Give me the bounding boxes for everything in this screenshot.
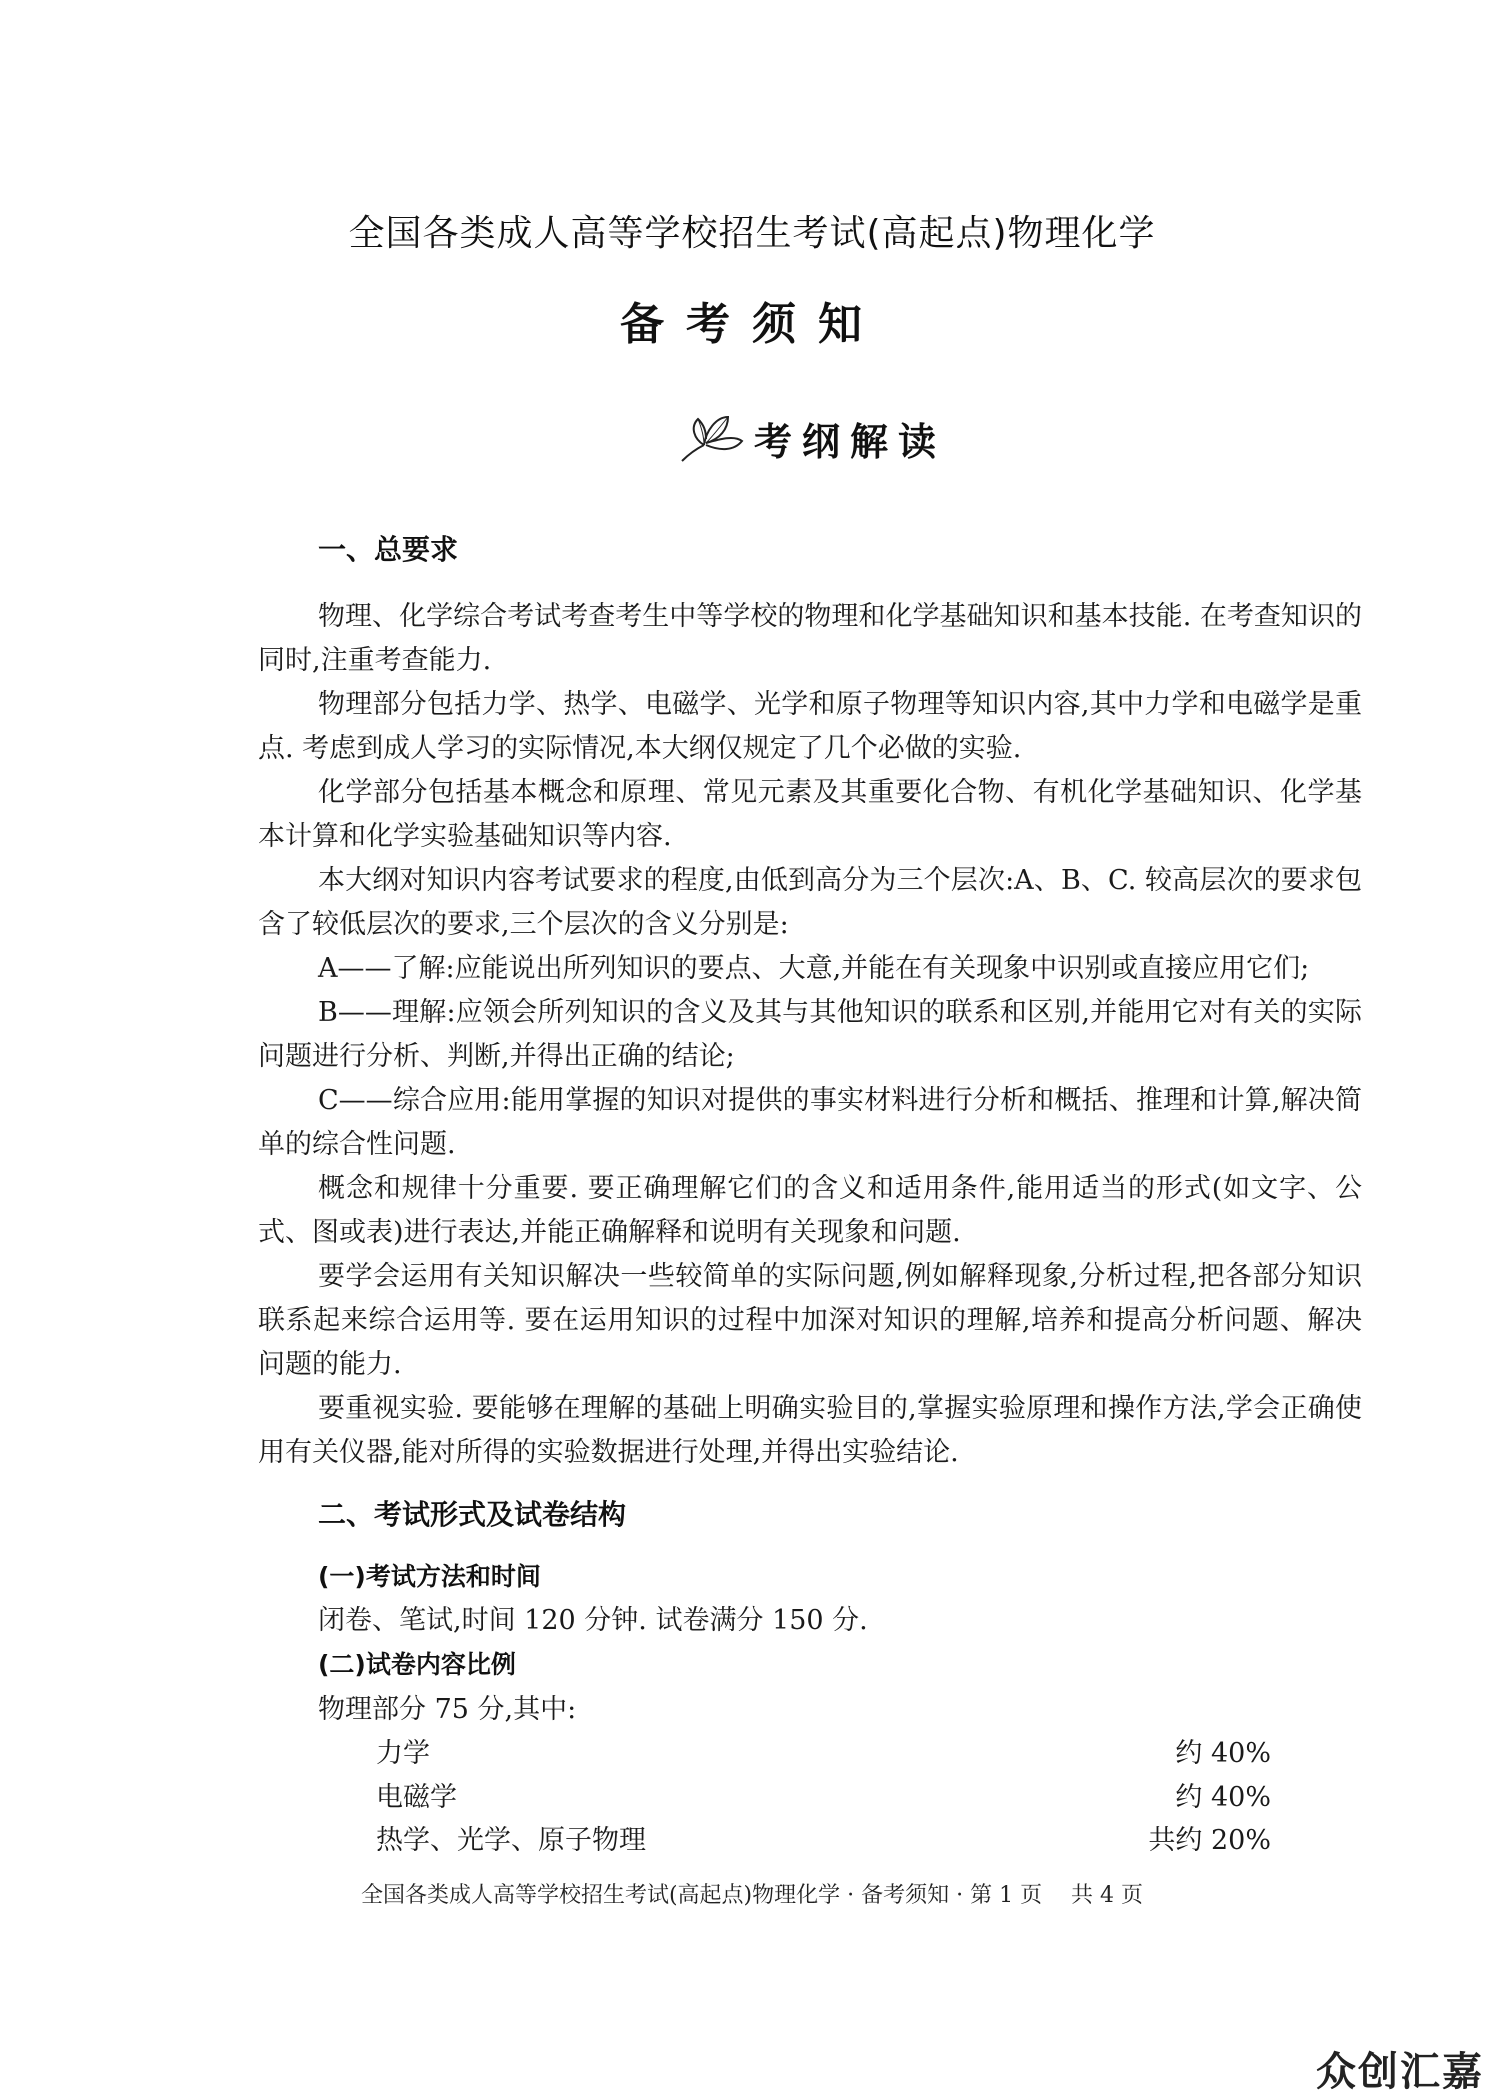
ratio-row — [376, 1818, 1271, 1857]
paragraph: 要重视实验. 要能够在理解的基础上明确实验目的,掌握实验原理和操作方法,学会正确使用有关仪器,能对所得的实验数据进行处理,并得出实验结论. — [258, 1393, 1362, 1468]
paragraph: 概念和规律十分重要. 要正确理解它们的含义和适用条件,能用适当的形式(如文字、公式、图或表)进行表达,并能正确解释和说明有关现象和问题. — [258, 1173, 1362, 1248]
ratio-label: 电磁学 — [376, 1782, 457, 1813]
paragraph: 本大纲对知识内容考试要求的程度,由低到高分为三个层次:A、B、C. 较高层次的要求包含了较低层次的要求,三个层次的含义分别是: — [258, 865, 1362, 940]
section-banner-label: 考纲解读 — [754, 419, 947, 464]
ginkgo-leaf-icon — [676, 409, 746, 467]
document-subtitle: 备考须知 — [620, 299, 884, 350]
paragraph: B——理解:应领会所列知识的含义及其与其他知识的联系和区别,并能用它对有关的实际问题进行分析、判断,并得出正确的结论; — [258, 997, 1362, 1072]
paragraph: C——综合应用:能用掌握的知识对提供的事实材料进行分析和概括、推理和计算,解决简单的综合性问题. — [258, 1085, 1362, 1160]
document-title: 全国各类成人高等学校招生考试(高起点)物理化学 — [348, 213, 1156, 254]
paragraph: 物理、化学综合考试考查考生中等学校的物理和化学基础知识和基本技能. 在考查知识的同时,注重考查能力. — [258, 601, 1362, 676]
paragraph: A——了解:应能说出所列知识的要点、大意,并能在有关现象中识别或直接应用它们; — [318, 953, 1310, 984]
paragraph: 物理部分包括力学、热学、电磁学、光学和原子物理等知识内容,其中力学和电磁学是重点. 考虑到成人学习的实际情况,本大纲仅规定了几个必做的实验. — [258, 689, 1362, 764]
section-banner — [676, 408, 946, 468]
ratio-value: 约 40% — [1175, 1738, 1271, 1769]
section-heading: 二、考试形式及试卷结构 — [318, 1498, 627, 1531]
exam-method-text: 闭卷、笔试,时间 120 分钟. 试卷满分 150 分. — [318, 1605, 868, 1636]
paragraph: 要学会运用有关知识解决一些较简单的实际问题,例如解释现象,分析过程,把各部分知识联系起来综合运用等. 要在运用知识的过程中加深对知识的理解,培养和提高分析问题、解决问题的能力. — [258, 1261, 1362, 1380]
section-heading: 一、总要求 — [318, 533, 459, 566]
subsection-heading: (一)考试方法和时间 — [318, 1562, 541, 1591]
page-footer: 全国各类成人高等学校招生考试(高起点)物理化学 · 备考须知 · 第 1 页 共 4 页 — [360, 1883, 1144, 1908]
subsection-heading: (二)试卷内容比例 — [318, 1650, 516, 1679]
ratio-label: 热学、光学、原子物理 — [376, 1825, 646, 1856]
ratio-label: 力学 — [376, 1738, 430, 1769]
paragraph: 化学部分包括基本概念和原理、常见元素及其重要化合物、有机化学基础知识、化学基本计算和化学实验基础知识等内容. — [258, 777, 1362, 852]
ratio-row — [376, 1775, 1271, 1814]
watermark: 众创汇嘉 — [1316, 2049, 1484, 2095]
ratio-value: 约 40% — [1175, 1782, 1271, 1813]
ratio-row — [376, 1731, 1271, 1770]
physics-score-intro: 物理部分 75 分,其中: — [318, 1694, 577, 1725]
ratio-value: 共约 20% — [1148, 1825, 1271, 1856]
